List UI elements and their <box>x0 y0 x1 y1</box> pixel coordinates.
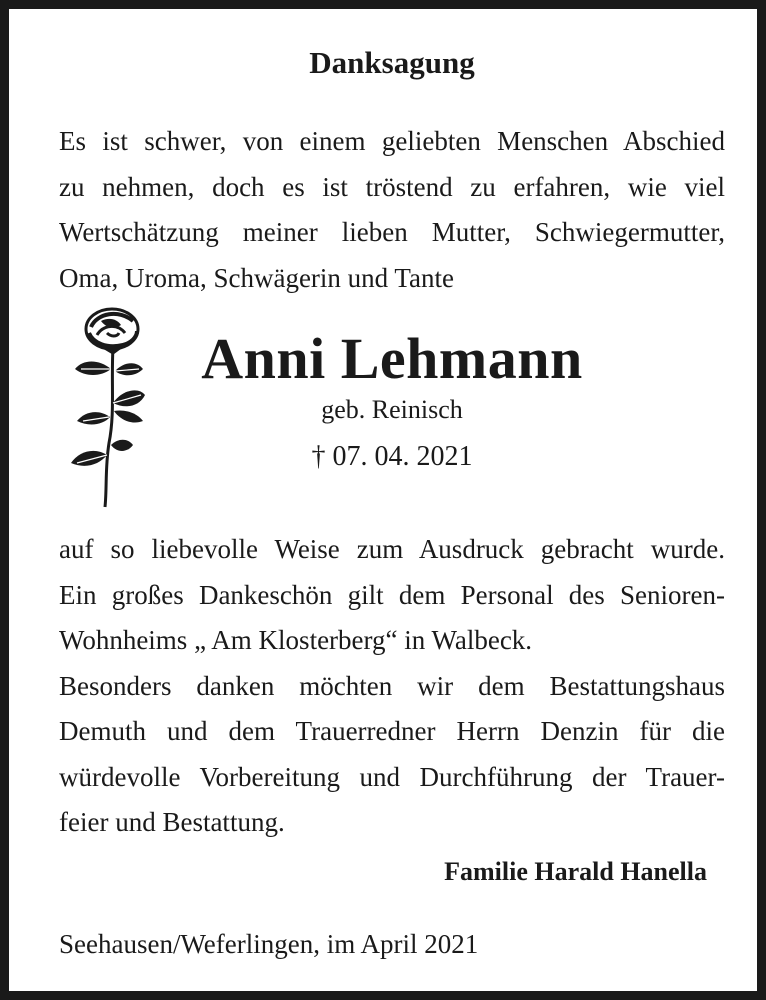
body-line: feier und Bestattung. <box>59 807 285 837</box>
birth-name: geb. Reinisch <box>321 395 463 424</box>
intro-line: zu nehmen, doch es ist tröstend zu erfahren, wie viel <box>59 171 725 202</box>
intro-paragraph <box>59 119 725 301</box>
body-line: Demuth und dem Trauerredner Herrn Denzin für die <box>59 716 725 746</box>
body-line: auf so liebevolle Weise zum Ausdruck gebracht wurde. <box>59 534 725 564</box>
notice-heading: Danksagung <box>309 45 475 80</box>
body-line: Ein großes Dankeschön gilt dem Personal des Senioren- <box>59 579 725 610</box>
death-date: † 07. 04. 2021 <box>311 441 473 472</box>
body-line: würdevolle Vorbereitung und Durchführung der Trauer- <box>59 761 725 792</box>
body-line: Wohnheims „ Am Klosterberg“ in Walbeck. <box>59 625 533 655</box>
place-date: Seehausen/Weferlingen, im April 2021 <box>59 929 479 959</box>
intro-line: Es ist schwer, von einem geliebten Menschen Abschied <box>59 126 725 156</box>
signature: Familie Harald Hanella <box>444 857 707 886</box>
intro-line: Wertschätzung meiner lieben Mutter, Schwiegermutter, <box>59 217 725 247</box>
intro-line: Oma, Uroma, Schwägerin und Tante <box>59 262 455 293</box>
body-line: Besonders danken möchten wir dem Bestattungshaus <box>59 670 725 701</box>
deceased-name: Anni Lehmann <box>201 326 583 391</box>
body-paragraph <box>59 527 725 846</box>
